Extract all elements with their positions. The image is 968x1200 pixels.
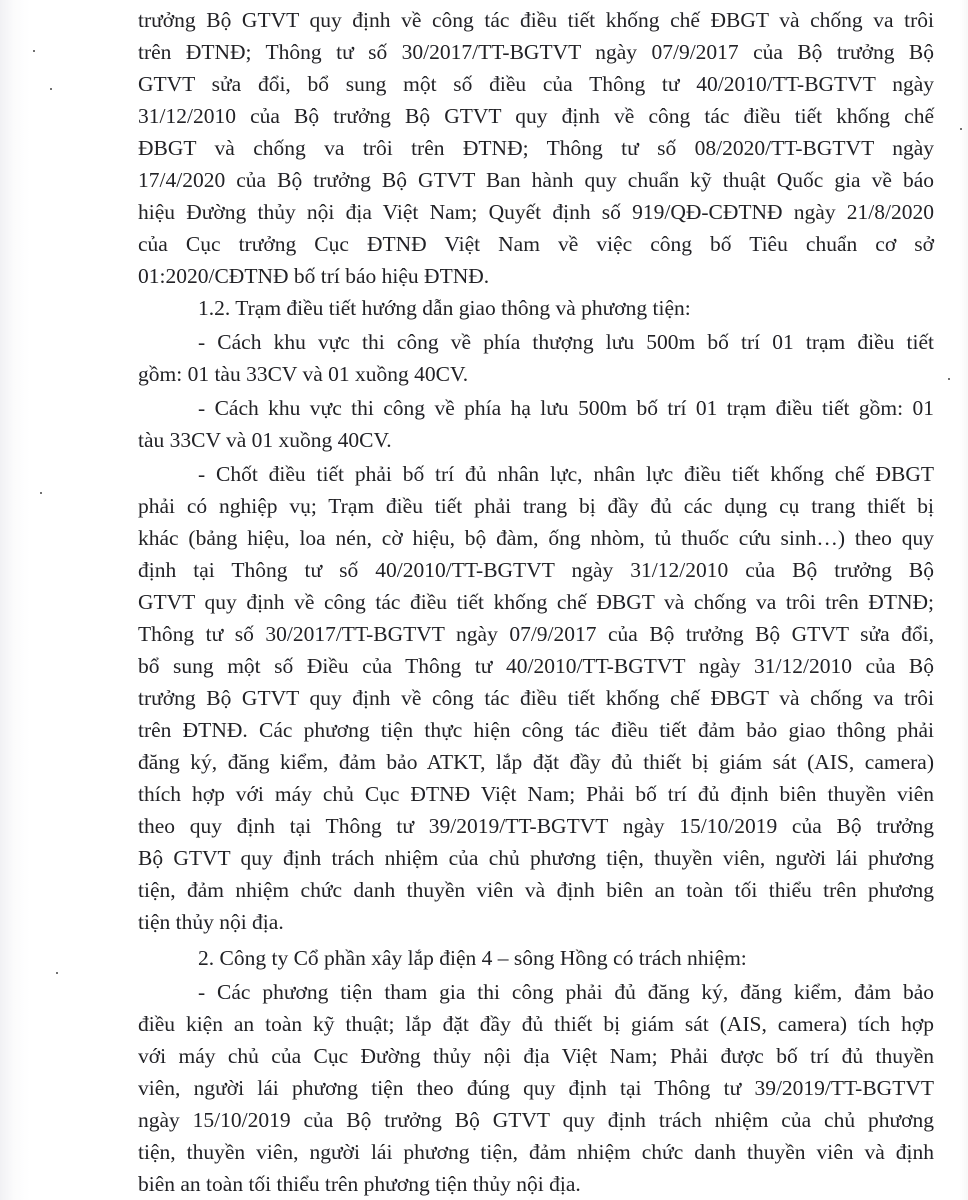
text-line: thích hợp với máy chủ Cục ĐTNĐ Việt Nam; Phải bố trí đủ định biên thuyền viên — [138, 782, 934, 806]
text-line: - Cách khu vực thi công về phía thượng lưu 500m bố trí 01 trạm điều tiết — [198, 330, 934, 354]
text-line: - Các phương tiện tham gia thi công phải đủ đăng ký, đăng kiểm, đảm bảo — [198, 980, 934, 1004]
text-line: - Cách khu vực thi công về phía hạ lưu 500m bố trí 01 trạm điều tiết gồm: 01 — [198, 396, 934, 420]
text-line: điều kiện an toàn kỹ thuật; lắp đặt đầy đủ thiết bị giám sát (AIS, camera) tích hợp — [138, 1012, 934, 1036]
scan-speck — [50, 88, 52, 90]
scan-speck — [33, 50, 35, 52]
text-line: khác (bảng hiệu, loa nén, cờ hiệu, bộ đàm, ống nhòm, tủ thuốc cứu sinh…) theo quy — [138, 526, 934, 550]
text-line: GTVT sửa đổi, bổ sung một số điều của Thông tư 40/2010/TT-BGTVT ngày — [138, 72, 934, 96]
scan-speck — [56, 972, 58, 974]
text-line: đăng ký, đăng kiểm, đảm bảo ATKT, lắp đặt đầy đủ thiết bị giám sát (AIS, camera) — [138, 750, 934, 774]
text-line: trên ĐTNĐ; Thông tư số 30/2017/TT-BGTVT ngày 07/9/2017 của Bộ trưởng Bộ — [138, 40, 934, 64]
text-line: Bộ GTVT quy định trách nhiệm của chủ phương tiện, thuyền viên, người lái phương — [138, 846, 934, 870]
text-line: theo quy định tại Thông tư 39/2019/TT-BGTVT ngày 15/10/2019 của Bộ trưởng — [138, 814, 934, 838]
text-line: 17/4/2020 của Bộ trưởng Bộ GTVT Ban hành quy chuẩn kỹ thuật Quốc gia về báo — [138, 168, 934, 192]
scan-speck — [960, 128, 962, 130]
text-line: tàu 33CV và 01 xuồng 40CV. — [138, 428, 392, 452]
text-line: 01:2020/CĐTNĐ bố trí báo hiệu ĐTNĐ. — [138, 264, 490, 288]
text-line: GTVT quy định về công tác điều tiết khống chế ĐBGT và chống va trôi trên ĐTNĐ; — [138, 590, 934, 614]
section-heading-2: 2. Công ty Cổ phần xây lắp điện 4 – sông Hồng có trách nhiệm: — [198, 946, 747, 970]
text-line: trên ĐTNĐ. Các phương tiện thực hiện công tác điều tiết đảm bảo giao thông phải — [138, 718, 934, 742]
text-line: biên an toàn tối thiểu trên phương tiện thủy nội địa. — [138, 1172, 581, 1196]
text-line: gồm: 01 tàu 33CV và 01 xuồng 40CV. — [138, 362, 469, 386]
text-line: 31/12/2010 của Bộ trưởng Bộ GTVT quy định về công tác điều tiết khống chế — [138, 104, 934, 128]
text-line: tiện thủy nội địa. — [138, 910, 284, 934]
text-line: của Cục trưởng Cục ĐTNĐ Việt Nam về việc công bố Tiêu chuẩn cơ sở — [138, 232, 934, 256]
text-line: trưởng Bộ GTVT quy định về công tác điều tiết khống chế ĐBGT và chống va trôi — [138, 686, 934, 710]
scan-speck — [40, 492, 42, 494]
text-line: tiện, đảm nhiệm chức danh thuyền viên và định biên an toàn tối thiểu trên phương — [138, 878, 934, 902]
text-line: ngày 15/10/2019 của Bộ trưởng Bộ GTVT quy định trách nhiệm của chủ phương — [138, 1108, 934, 1132]
text-line: - Chốt điều tiết phải bố trí đủ nhân lực, nhân lực điều tiết khống chế ĐBGT — [198, 462, 934, 486]
text-line: định tại Thông tư số 40/2010/TT-BGTVT ngày 31/12/2010 của Bộ trưởng Bộ — [138, 558, 934, 582]
text-line: viên, người lái phương tiện theo đúng quy định tại Thông tư 39/2019/TT-BGTVT — [138, 1076, 934, 1100]
text-line: phải có nghiệp vụ; Trạm điều tiết phải trang bị đầy đủ các dụng cụ trang thiết bị — [138, 494, 934, 518]
text-line: với máy chủ của Cục Đường thủy nội địa Việt Nam; Phải được bố trí đủ thuyền — [138, 1044, 934, 1068]
section-heading-1-2: 1.2. Trạm điều tiết hướng dẫn giao thông và phương tiện: — [198, 296, 691, 320]
text-line: trưởng Bộ GTVT quy định về công tác điều tiết khống chế ĐBGT và chống va trôi — [138, 8, 934, 32]
text-line: ĐBGT và chống va trôi trên ĐTNĐ; Thông tư số 08/2020/TT-BGTVT ngày — [138, 136, 934, 160]
text-line: bổ sung một số Điều của Thông tư 40/2010/TT-BGTVT ngày 31/12/2010 của Bộ — [138, 654, 934, 678]
text-line: hiệu Đường thủy nội địa Việt Nam; Quyết định số 919/QĐ-CĐTNĐ ngày 21/8/2020 — [138, 200, 934, 224]
scan-speck — [948, 378, 950, 380]
text-line: tiện, thuyền viên, người lái phương tiện, đảm nhiệm chức danh thuyền viên và định — [138, 1140, 934, 1164]
text-line: Thông tư số 30/2017/TT-BGTVT ngày 07/9/2017 của Bộ trưởng Bộ GTVT sửa đổi, — [138, 622, 934, 646]
